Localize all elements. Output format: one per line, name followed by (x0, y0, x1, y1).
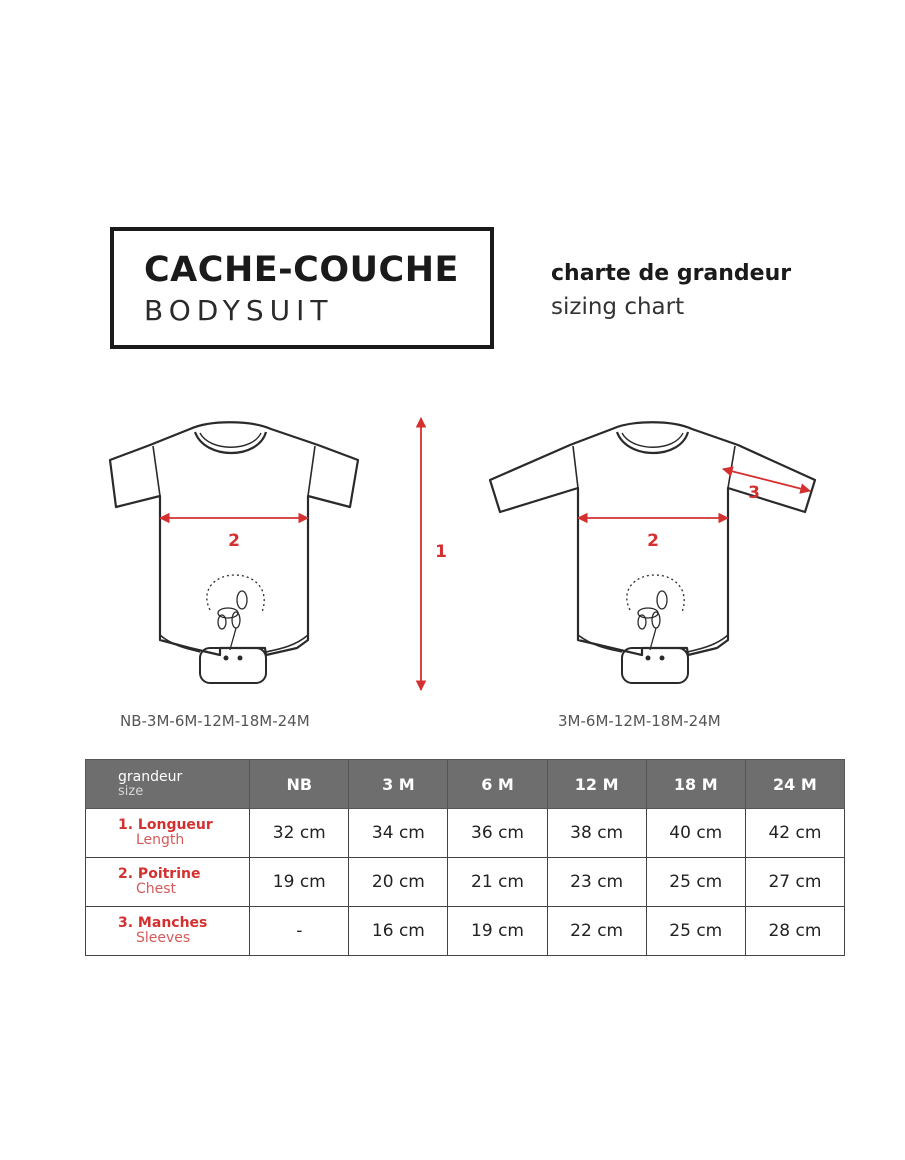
table-cell: 19 cm (250, 858, 349, 907)
header-label-fr: grandeur (118, 768, 183, 785)
chest-label-right: 2 (647, 531, 659, 551)
product-subtitle: BODYSUIT (144, 294, 334, 327)
table-cell: 32 cm (250, 809, 349, 858)
column-header: 12 M (547, 760, 646, 809)
table-cell: 34 cm (349, 809, 448, 858)
chart-heading-en: sizing chart (551, 294, 685, 320)
chest-label-left: 2 (228, 531, 240, 551)
size-range-long-sleeve: 3M-6M-12M-18M-24M (558, 712, 721, 730)
table-cell: 20 cm (349, 858, 448, 907)
table-cell: 40 cm (646, 809, 745, 858)
table-cell: 28 cm (745, 907, 844, 956)
table-cell: 36 cm (448, 809, 547, 858)
row-label (86, 907, 250, 956)
column-header: 6 M (448, 760, 547, 809)
table-cell: 42 cm (745, 809, 844, 858)
table-cell: 21 cm (448, 858, 547, 907)
table-cell: 27 cm (745, 858, 844, 907)
long-sleeve-bodysuit-icon (490, 422, 815, 683)
row-label-en: Length (136, 832, 185, 848)
short-sleeve-bodysuit-icon (110, 422, 358, 683)
table-cell: 38 cm (547, 809, 646, 858)
size-range-short-sleeve: NB-3M-6M-12M-18M-24M (120, 712, 310, 730)
table-row (86, 809, 845, 858)
row-label-fr: 2. Poitrine (118, 866, 201, 882)
table-cell: 25 cm (646, 858, 745, 907)
table-cell: 23 cm (547, 858, 646, 907)
balloon-dog-logo-icon (207, 575, 264, 650)
row-label-fr: 1. Longueur (118, 817, 213, 833)
row-label (86, 858, 250, 907)
table-cell: 22 cm (547, 907, 646, 956)
size-table (85, 759, 845, 956)
row-label-en: Sleeves (136, 930, 191, 946)
table-header-row (86, 760, 845, 809)
product-title: CACHE-COUCHE (144, 250, 459, 290)
table-cell: 25 cm (646, 907, 745, 956)
column-header: 3 M (349, 760, 448, 809)
row-label-en: Chest (136, 881, 177, 897)
table-row (86, 858, 845, 907)
row-label-fr: 3. Manches (118, 915, 208, 931)
chart-heading-fr: charte de grandeur (551, 261, 792, 286)
column-header: NB (250, 760, 349, 809)
row-label (86, 809, 250, 858)
table-cell: 19 cm (448, 907, 547, 956)
table-cell: 16 cm (349, 907, 448, 956)
column-header: 18 M (646, 760, 745, 809)
header-size-label (86, 760, 250, 809)
table-row (86, 907, 845, 956)
table-cell: - (250, 907, 349, 956)
length-label: 1 (435, 542, 447, 562)
header-label-en: size (118, 783, 144, 799)
column-header: 24 M (745, 760, 844, 809)
balloon-dog-logo-icon-2 (627, 575, 684, 650)
sleeve-label: 3 (748, 483, 760, 503)
